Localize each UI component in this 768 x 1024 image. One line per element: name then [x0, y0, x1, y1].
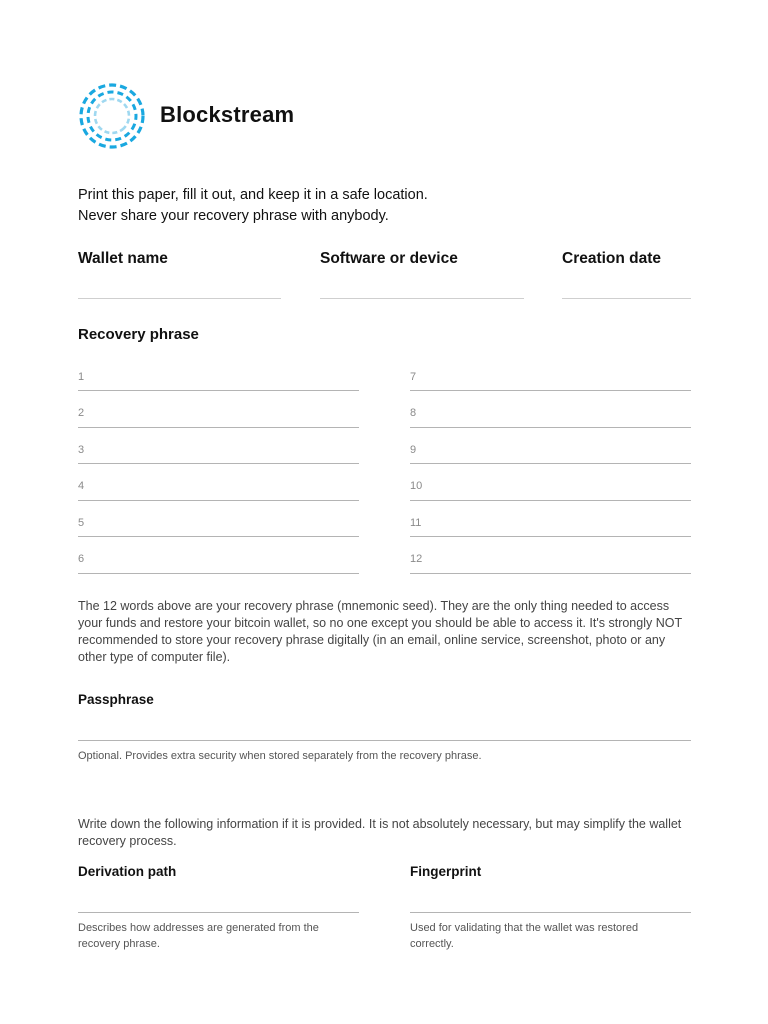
word-line[interactable]: [78, 390, 359, 391]
blockstream-logo-icon: [78, 82, 146, 150]
word-number: 6: [78, 553, 85, 565]
software-device-field[interactable]: [320, 298, 524, 299]
brand-name: Blockstream: [160, 102, 295, 127]
intro-text: [78, 185, 698, 227]
derivation-path-title: Derivation path: [78, 864, 177, 879]
word-line[interactable]: [78, 427, 359, 428]
word-line[interactable]: [78, 536, 359, 537]
word-line[interactable]: [410, 500, 691, 501]
fingerprint-note: Used for validating that the wallet was restored correctly.: [410, 922, 639, 950]
word-number: 7: [410, 371, 417, 383]
word-number: 3: [78, 444, 85, 456]
word-number: 11: [410, 517, 422, 529]
word-number: 2: [78, 407, 85, 419]
wallet-name-field[interactable]: [78, 298, 281, 299]
word-number: 10: [410, 480, 423, 492]
brand-logo: [78, 82, 308, 152]
word-number: 12: [410, 553, 423, 565]
wallet-name-label: Wallet name: [78, 250, 168, 267]
word-line[interactable]: [78, 463, 359, 464]
passphrase-note: Optional. Provides extra security when stored separately from the recovery phrase.: [78, 750, 482, 762]
passphrase-title: Passphrase: [78, 692, 154, 707]
intro-line-1: Print this paper, fill it out, and keep it in a safe location.: [78, 187, 428, 203]
word-line[interactable]: [410, 536, 691, 537]
optional-info-text: Write down the following information if it is provided. It is not absolutely necessary, but may simplify the wallet recovery process.: [78, 817, 682, 848]
word-line[interactable]: [78, 573, 359, 574]
software-device-label: Software or device: [320, 250, 458, 267]
recovery-description: The 12 words above are your recovery phrase (mnemonic seed). They are the only thing needed to access your funds and restore your bitcoin wallet, so no one except you should be able to access it. It's strongly NOT recommended to store your recovery phrase digitally (in an email, online service, screenshot, photo or any other type of computer file).: [78, 599, 682, 664]
word-line[interactable]: [78, 500, 359, 501]
word-number: 5: [78, 517, 85, 529]
fingerprint-field[interactable]: [410, 912, 691, 913]
word-line[interactable]: [410, 573, 691, 574]
word-number: 4: [78, 480, 85, 492]
word-number: 9: [410, 444, 417, 456]
word-line[interactable]: [410, 390, 691, 391]
fingerprint-title: Fingerprint: [410, 864, 482, 879]
creation-date-field[interactable]: [562, 298, 691, 299]
word-number: 1: [78, 371, 85, 383]
word-line[interactable]: [410, 463, 691, 464]
derivation-path-field[interactable]: [78, 912, 359, 913]
word-number: 8: [410, 407, 417, 419]
creation-date-label: Creation date: [562, 250, 662, 267]
word-line[interactable]: [410, 427, 691, 428]
recovery-phrase-title: Recovery phrase: [78, 326, 199, 343]
passphrase-field[interactable]: [78, 740, 691, 741]
derivation-path-note: Describes how addresses are generated from the recovery phrase.: [78, 922, 319, 950]
intro-line-2: Never share your recovery phrase with anybody.: [78, 208, 389, 224]
